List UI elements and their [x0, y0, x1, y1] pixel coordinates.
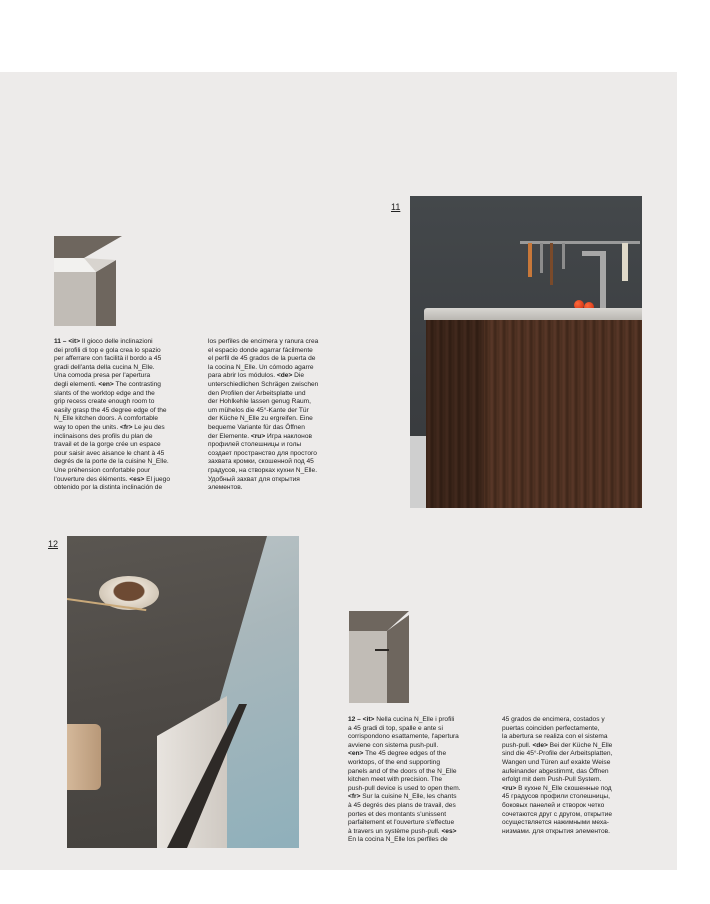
- figure-11-photo: [410, 196, 642, 508]
- figure-11-diagram: [54, 236, 124, 328]
- worktop: [424, 308, 642, 320]
- utensil: [562, 243, 565, 269]
- lang-tag-fr: <fr>: [348, 793, 361, 801]
- utensil: [550, 243, 553, 285]
- lang-tag-ru: <ru>: [502, 784, 517, 792]
- lang-tag-it: <it>: [68, 338, 81, 345]
- wood-edge: [67, 724, 101, 790]
- lang-tag-ru: <ru>: [250, 432, 266, 440]
- lang-tag-en: <en>: [348, 750, 364, 758]
- figure-12-diagram: [349, 611, 411, 705]
- figure-11-caption-col1: [54, 338, 204, 493]
- cabinet-side: [426, 320, 484, 508]
- caption-run: 12 –: [348, 716, 363, 723]
- push-pull-mark: [375, 649, 389, 651]
- caption-run: En la cocina N_Elle los perfiles de: [348, 836, 448, 844]
- lang-tag-it: <it>: [362, 716, 375, 723]
- caption-run: The 45 degree edges of the worktops, of the end supporting panels and of the doors of the N_Elle kitchen meet with precision. The push-pull device is used to open them.: [348, 750, 461, 792]
- caption-run: Le jeu des inclinaisons des profils du plan de travail et de la gorge crée un espace pour saisir avec aisance le chant à 45 degrés de la porte de la cuisine N_Elle. Une préhension confortable pour l'ouverture des éléments.: [54, 423, 169, 483]
- caption-run: Bei der Küche N_Elle sind die 45°-Profile der Arbeitsplatten, Wangen und Türen auf exakte Weise aufeinander abgestimmt, das Öffnen erfolgt mit dem Push-Pull System.: [502, 741, 613, 784]
- floor: [410, 436, 426, 508]
- caption-run: los perfiles de encimera y ranura crea el espacio donde agarrar fácilmente el perfil de 45 grados de la puerta de la cocina N_Elle. Un cómodo agarre para abrir los módulos.: [208, 338, 319, 380]
- lang-tag-de: <de>: [276, 372, 293, 380]
- caption-run: 11 –: [54, 338, 69, 345]
- diagram-side: [387, 615, 409, 703]
- lang-tag-es: <es>: [129, 475, 145, 483]
- caption-run: Die unterschiedlichen Schrägen zwischen den Profilen der Arbeitsplatte und der Hohlkehle lassen genug Raum, um mühelos die 45°-Kante der Tür der Küche N_Elle zu ergreifen. Eine bequeme Variante für das Öffnen der Elemente.: [208, 372, 319, 440]
- lang-tag-fr: <fr>: [119, 423, 133, 431]
- caption-run: В кухне N_Elle скошенные под 45 градусов профили столешницы, боковых панелей и створок четко сочетаются друг с другом, открытие осуществляется нажимными меха- низмами. для открытия элементов.: [502, 784, 613, 835]
- caption-run: El juego obtenido por la distinta inclinación de: [54, 475, 171, 492]
- figure-12-number: 12: [48, 539, 59, 549]
- utensil: [622, 243, 628, 281]
- figure-11-number: 11: [391, 202, 401, 212]
- caption-run: The contrasting slants of the worktop edge and the grip recess create enough room to easily grasp the 45 degree edge of the N_Elle kitchen doors. A comfortable way to open the units.: [54, 380, 167, 431]
- caption-run: Il gioco delle inclinazioni dei profili di top e gola crea lo spazio per afferrare con facilità il bordo a 45 gradi dell'anta della cucina N_Elle. Una comoda presa per l'apertura degli elementi.: [54, 338, 162, 388]
- caption-run: 45 grados de encimera, costados y puertas coinciden perfectamente, la abertura se realiza con el sistema push-pull.: [502, 716, 608, 749]
- caption-run: Игра наклонов профилей столешницы и голы создает пространство для простого захвата кромки, скошенной под 45 градусов, на створках кухни N_Elle. Удобный захват для открытия элементов.: [208, 432, 318, 492]
- figure-12-caption-col1: [348, 716, 498, 845]
- diagram-top-profile: [54, 236, 122, 258]
- lang-tag-en: <en>: [98, 380, 114, 388]
- caption-run: Sur la cuisine N_Elle, les chants à 45 degrés des plans de travail, des portes et des montants s'unissent parfaitement et l'ouverture s'effectue à travers un système push-pull.: [348, 793, 457, 835]
- faucet: [600, 251, 606, 311]
- lang-tag-de: <de>: [532, 741, 548, 749]
- figure-12-caption-col2: [502, 716, 652, 836]
- caption-run: Nella cucina N_Elle i profili a 45 gradi di top, spalle e ante si corrispondono esattamente, l'apertura avviene con sistema push-pull.: [348, 716, 459, 749]
- diagram-door: [54, 272, 96, 326]
- utensil: [528, 243, 532, 277]
- utensil: [540, 243, 543, 273]
- lang-tag-es: <es>: [441, 827, 457, 835]
- figure-11-caption-col2: [208, 338, 358, 493]
- figure-12-photo: [67, 536, 299, 848]
- diagram-door: [349, 631, 387, 703]
